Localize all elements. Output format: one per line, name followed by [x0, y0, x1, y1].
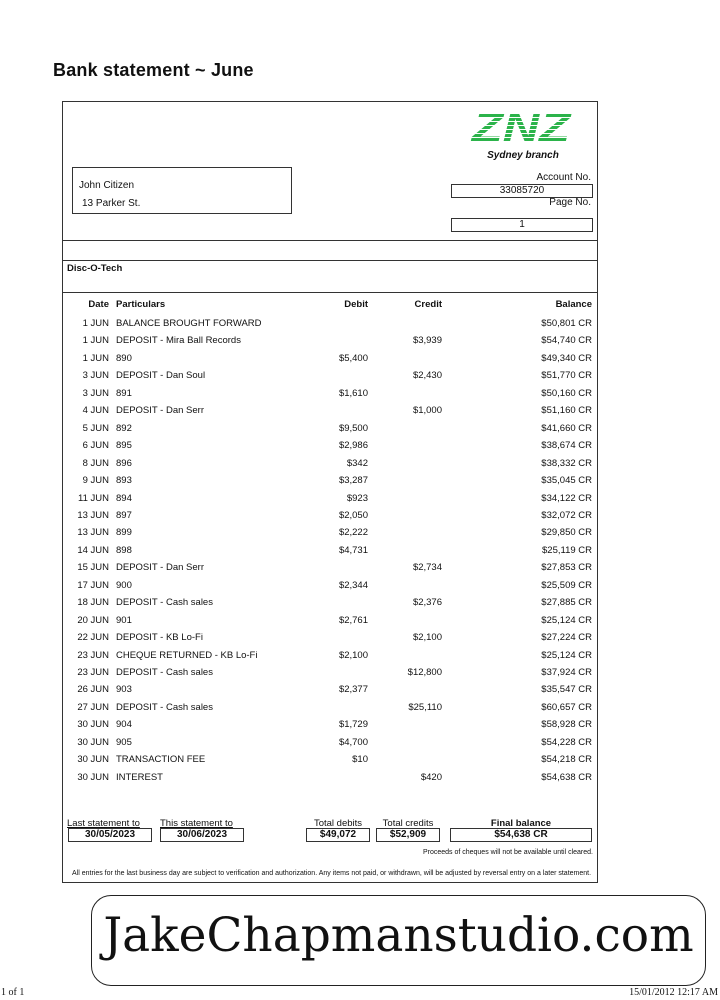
header-debit: Debit: [344, 299, 368, 310]
row-debit: $2,377: [338, 684, 368, 696]
row-particulars: 899: [116, 527, 132, 539]
row-particulars: 893: [116, 475, 132, 487]
row-particulars: DEPOSIT - Cash sales: [116, 667, 213, 678]
total-credits: $52,909: [376, 828, 440, 842]
table-row: [63, 719, 597, 736]
row-credit: $420: [420, 771, 442, 783]
address-box: [72, 167, 292, 214]
row-credit: $1,000: [412, 405, 442, 417]
row-date: 26 JUN: [77, 684, 109, 696]
row-particulars: 903: [116, 684, 132, 696]
row-date: 1 JUN: [82, 352, 109, 364]
row-date: 11 JUN: [78, 492, 109, 504]
table-row: [63, 335, 597, 352]
table-row: [63, 458, 597, 475]
row-balance: $51,160 CR: [541, 405, 592, 417]
row-date: 30 JUN: [77, 736, 109, 748]
total-debits: $49,072: [306, 828, 370, 842]
this-statement-label: This statement to: [160, 818, 233, 829]
row-balance: $25,124 CR: [541, 649, 592, 661]
bank-logo: [470, 110, 572, 143]
row-particulars: BALANCE BROUGHT FORWARD: [116, 318, 262, 329]
row-balance: $25,119 CR: [542, 544, 592, 556]
row-debit: $4,700: [338, 736, 368, 748]
row-balance: $35,547 CR: [541, 684, 592, 696]
header-credit: Credit: [414, 299, 442, 310]
total-debits-label: Total debits: [313, 818, 363, 829]
header-date: Date: [88, 299, 109, 310]
row-date: 1 JUN: [82, 335, 109, 347]
row-debit: $2,100: [338, 649, 368, 661]
row-credit: $12,800: [407, 667, 442, 678]
row-debit: $2,986: [338, 440, 368, 452]
row-date: 30 JUN: [77, 771, 109, 783]
row-date: 6 JUN: [82, 440, 109, 452]
row-debit: $3,287: [338, 475, 368, 487]
row-debit: $2,761: [338, 614, 368, 626]
row-date: 17 JUN: [77, 579, 109, 591]
row-balance: $27,853 CR: [541, 562, 592, 574]
total-credits-label: Total credits: [382, 818, 434, 829]
row-credit: $2,430: [412, 370, 442, 382]
row-date: 13 JUN: [77, 527, 109, 539]
row-particulars: 894: [116, 492, 132, 504]
row-particulars: 895: [116, 440, 132, 452]
watermark-text: JakeChapmanstudio.com: [103, 908, 694, 963]
table-row: [63, 702, 597, 719]
row-debit: $342: [346, 457, 368, 469]
row-debit: $1,729: [338, 719, 368, 731]
table-row: [63, 405, 597, 422]
row-debit: $10: [352, 754, 368, 766]
bank-logo-text: ZNZ: [470, 110, 572, 143]
row-debit: $9,500: [338, 422, 368, 434]
row-balance: $54,638 CR: [541, 771, 592, 783]
row-balance: $54,218 CR: [541, 754, 592, 766]
row-balance: $38,332 CR: [541, 457, 592, 469]
row-balance: $29,850 CR: [541, 527, 592, 539]
table-row: [63, 650, 597, 667]
row-particulars: DEPOSIT - Dan Soul: [116, 370, 206, 382]
row-date: 30 JUN: [77, 719, 109, 731]
row-balance: $58,928 CR: [541, 719, 592, 731]
account-number: 33085720: [451, 184, 593, 198]
table-row: [63, 370, 597, 387]
table-row: [63, 510, 597, 527]
table-row: [63, 353, 597, 370]
row-particulars: DEPOSIT - Cash sales: [116, 701, 213, 713]
header-particulars: Particulars: [116, 299, 166, 310]
row-balance: $37,924 CR: [541, 667, 592, 678]
divider: [63, 260, 597, 261]
row-balance: $49,340 CR: [541, 352, 592, 364]
row-balance: $50,160 CR: [541, 387, 592, 399]
row-particulars: 904: [116, 719, 132, 731]
page-count: 1 of 1: [1, 987, 25, 998]
row-credit: $2,734: [412, 562, 442, 574]
row-credit: $2,100: [412, 632, 442, 644]
row-debit: $2,344: [338, 579, 368, 591]
final-balance: $54,638 CR: [450, 828, 592, 842]
proceeds-note: Proceeds of cheques will not be available until cleared.: [422, 849, 593, 856]
row-credit: $3,939: [412, 335, 442, 347]
this-statement-date: 30/06/2023: [160, 828, 244, 842]
page-title: Bank statement ~ June: [53, 60, 254, 80]
row-debit: $2,222: [338, 527, 368, 539]
row-balance: $25,124 CR: [541, 614, 592, 626]
table-row: [63, 597, 597, 614]
table-row: [63, 493, 597, 510]
row-date: 27 JUN: [77, 701, 109, 713]
table-row: [63, 475, 597, 492]
account-number-label: Account No.: [536, 172, 591, 183]
row-particulars: DEPOSIT - Dan Serr: [116, 405, 204, 417]
row-particulars: 900: [116, 579, 132, 591]
table-row: [63, 527, 597, 544]
table-row: [63, 754, 597, 771]
row-date: 20 JUN: [77, 614, 109, 626]
header-balance: Balance: [555, 299, 592, 310]
last-statement-label: Last statement to: [67, 818, 140, 829]
row-balance: $27,224 CR: [541, 632, 592, 644]
row-balance: $54,228 CR: [541, 736, 592, 748]
table-row: [63, 737, 597, 754]
row-balance: $25,509 CR: [541, 579, 592, 591]
table-row: [63, 632, 597, 649]
row-date: 1 JUN: [82, 318, 109, 329]
row-particulars: DEPOSIT - Cash sales: [116, 597, 213, 609]
row-date: 13 JUN: [77, 509, 109, 521]
row-date: 30 JUN: [77, 754, 109, 766]
row-particulars: INTEREST: [116, 771, 163, 783]
row-date: 14 JUN: [77, 544, 109, 556]
row-particulars: 896: [116, 457, 132, 469]
row-particulars: DEPOSIT - KB Lo-Fi: [116, 632, 203, 644]
row-balance: $50,801 CR: [541, 318, 592, 329]
row-balance: $60,657 CR: [541, 701, 592, 713]
row-date: 4 JUN: [82, 405, 109, 417]
row-credit: $25,110: [408, 701, 442, 713]
table-row: [63, 580, 597, 597]
row-balance: $54,740 CR: [541, 335, 592, 347]
row-debit: $923: [346, 492, 368, 504]
table-row: [63, 667, 597, 684]
row-balance: $41,660 CR: [541, 422, 592, 434]
table-row: [63, 562, 597, 579]
bank-statement: [62, 101, 598, 883]
row-particulars: 891: [116, 387, 132, 399]
last-statement-date: 30/05/2023: [68, 828, 152, 842]
company-name: Disc-O-Tech: [67, 263, 123, 274]
row-date: 5 JUN: [82, 422, 109, 434]
row-particulars: DEPOSIT - Dan Serr: [116, 562, 204, 574]
page-number: 1: [451, 218, 593, 232]
row-date: 8 JUN: [82, 457, 109, 469]
row-particulars: CHEQUE RETURNED - KB Lo-Fi: [116, 649, 258, 661]
page-number-label: Page No.: [549, 197, 591, 208]
branch-name: Sydney branch: [487, 150, 559, 161]
row-balance: $27,885 CR: [541, 597, 592, 609]
divider: [63, 292, 597, 293]
row-particulars: 905: [116, 736, 132, 748]
table-row: [63, 684, 597, 701]
row-date: 15 JUN: [77, 562, 109, 574]
row-balance: $35,045 CR: [541, 475, 592, 487]
row-date: 3 JUN: [82, 387, 109, 399]
table-row: [63, 318, 597, 335]
row-particulars: 897: [116, 509, 132, 521]
row-debit: $5,400: [338, 352, 368, 364]
customer-name: John Citizen: [79, 180, 135, 191]
print-timestamp: 15/01/2012 12:17 AM: [629, 987, 718, 998]
row-particulars: 890: [116, 352, 132, 364]
table-row: [63, 545, 597, 562]
row-debit: $2,050: [338, 509, 368, 521]
row-balance: $38,674 CR: [541, 440, 592, 452]
row-date: 3 JUN: [82, 370, 109, 382]
row-date: 22 JUN: [77, 632, 109, 644]
row-particulars: 901: [116, 614, 132, 626]
row-particulars: 898: [116, 544, 132, 556]
row-balance: $51,770 CR: [541, 370, 592, 382]
divider: [63, 240, 597, 241]
row-credit: $2,376: [412, 597, 442, 609]
table-row: [63, 388, 597, 405]
row-debit: $1,610: [338, 387, 368, 399]
table-row: [63, 772, 597, 789]
row-balance: $34,122 CR: [541, 492, 592, 504]
table-row: [63, 615, 597, 632]
row-date: 23 JUN: [77, 649, 109, 661]
row-particulars: DEPOSIT - Mira Ball Records: [116, 335, 241, 347]
table-row: [63, 440, 597, 457]
table-row: [63, 423, 597, 440]
watermark: [91, 895, 706, 986]
row-particulars: 892: [116, 422, 132, 434]
row-balance: $32,072 CR: [541, 509, 592, 521]
row-date: 18 JUN: [77, 597, 109, 609]
row-date: 23 JUN: [77, 667, 109, 678]
disclaimer: All entries for the last business day are subject to verification and authorization. Any items not paid, or withdrawn, will be adjusted by reversal entry on a later statement.: [72, 870, 592, 877]
customer-street: 13 Parker St.: [82, 198, 141, 209]
final-balance-label: Final balance: [490, 818, 552, 829]
row-particulars: TRANSACTION FEE: [116, 754, 206, 766]
row-debit: $4,731: [338, 544, 368, 556]
row-date: 9 JUN: [82, 475, 109, 487]
